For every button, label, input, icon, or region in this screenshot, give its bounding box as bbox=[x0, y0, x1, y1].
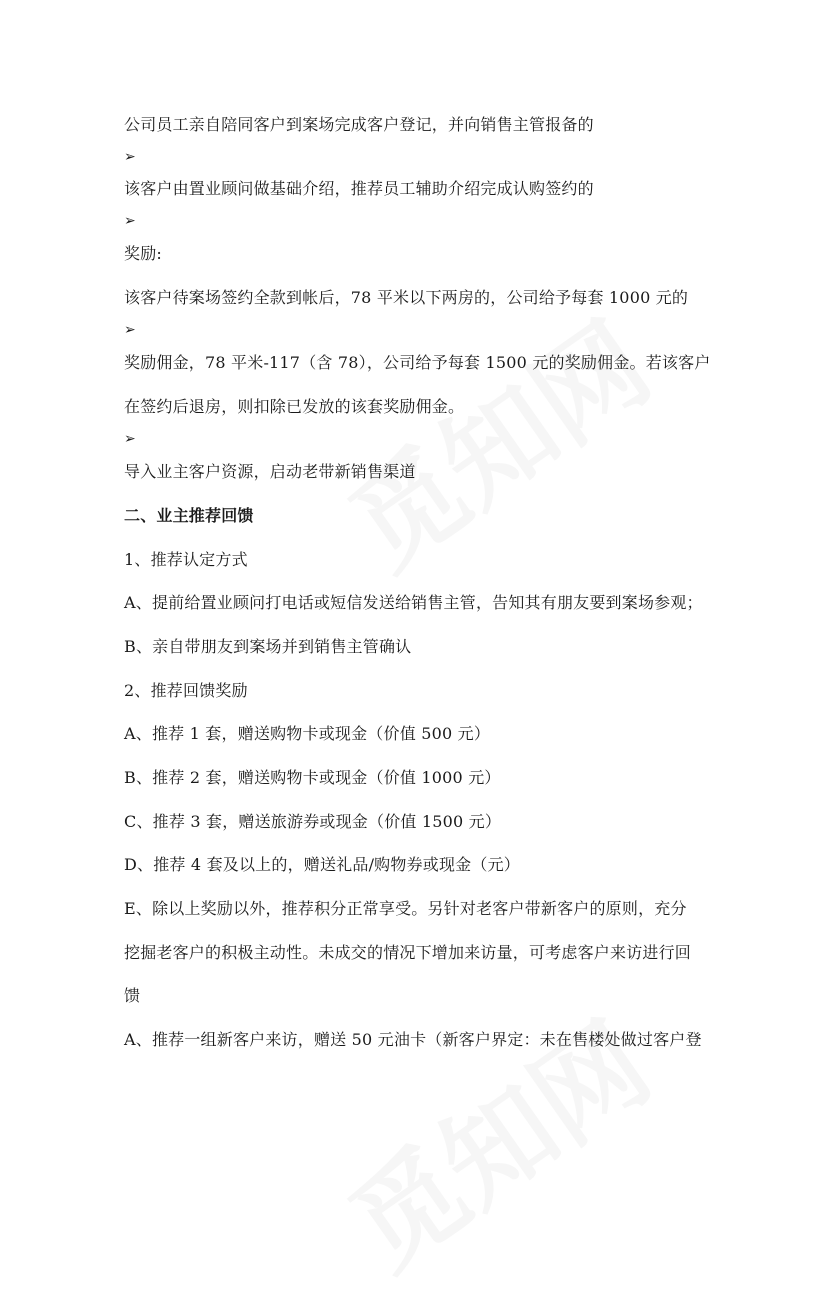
subsection-heading: 1、推荐认定方式 bbox=[124, 550, 248, 569]
paragraph-line: A、提前给置业顾问打电话或短信发送给销售主管，告知其有朋友要到案场参观； bbox=[124, 593, 703, 612]
list-item: D、推荐 4 套及以上的，赠送礼品/购物券或现金（元） bbox=[124, 855, 520, 874]
bullet-arrow-icon: ➢ bbox=[124, 149, 136, 165]
paragraph-line: E、除以上奖励以外，推荐积分正常享受。另针对老客户带新客户的原则，充分 bbox=[124, 899, 687, 918]
paragraph-line: 该客户由置业顾问做基础介绍，推荐员工辅助介绍完成认购签约的 bbox=[124, 179, 594, 198]
paragraph-line: 导入业主客户资源，启动老带新销售渠道 bbox=[124, 462, 416, 481]
paragraph-line: 公司员工亲自陪同客户到案场完成客户登记，并向销售主管报备的 bbox=[124, 115, 594, 134]
list-item: A、推荐 1 套，赠送购物卡或现金（价值 500 元） bbox=[124, 724, 491, 743]
paragraph-line: 在签约后退房，则扣除已发放的该套奖励佣金。 bbox=[124, 397, 465, 416]
watermark bbox=[315, 280, 676, 599]
paragraph-line: 馈 bbox=[124, 986, 141, 1005]
bullet-arrow-icon: ➢ bbox=[124, 431, 136, 447]
paragraph-line: 该客户待案场签约全款到帐后，78 平米以下两房的，公司给予每套 1000 元的 bbox=[124, 288, 689, 307]
paragraph-line: 奖励佣金，78 平米-117（含 78），公司给予每套 1500 元的奖励佣金。若该客户 bbox=[124, 353, 711, 372]
bullet-arrow-icon: ➢ bbox=[124, 322, 136, 338]
subsection-heading: 2、推荐回馈奖励 bbox=[124, 681, 248, 700]
paragraph-line: 奖励: bbox=[124, 244, 162, 263]
paragraph-line: A、推荐一组新客户来访，赠送 50 元油卡（新客户界定：未在售楼处做过客户登 bbox=[124, 1030, 702, 1049]
bullet-arrow-icon: ➢ bbox=[124, 213, 136, 229]
paragraph-line: B、亲自带朋友到案场并到销售主管确认 bbox=[124, 637, 412, 656]
watermark bbox=[315, 980, 676, 1298]
section-heading: 二、业主推荐回馈 bbox=[124, 506, 254, 525]
list-item: C、推荐 3 套，赠送旅游券或现金（价值 1500 元） bbox=[124, 812, 502, 831]
list-item: B、推荐 2 套，赠送购物卡或现金（价值 1000 元） bbox=[124, 768, 501, 787]
paragraph-line: 挖掘老客户的积极主动性。未成交的情况下增加来访量，可考虑客户来访进行回 bbox=[124, 943, 692, 962]
